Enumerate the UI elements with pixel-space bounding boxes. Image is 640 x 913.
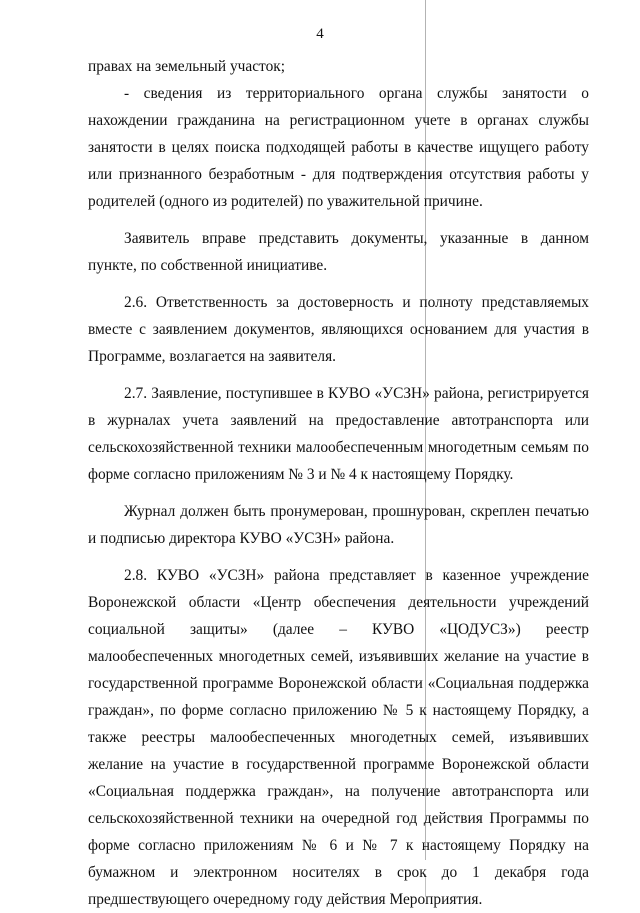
paragraph-item-2-7: 2.7. Заявление, поступившее в КУВО «УСЗН» района, регистрируется в журналах учета заявлений на предоставление автотранспорта или сельскохозяйственной техники малообеспеченным многодетным семьям по форме согласно приложениям № 3 и № 4 к настоящему Порядку. (88, 385, 589, 483)
paragraph-journal-requirements: Журнал должен быть пронумерован, прошнурован, скреплен печатью и подписью директора КУВО «УСЗН» района. (88, 503, 589, 547)
paragraph-land-rights-continuation: правах на земельный участок; (88, 58, 286, 75)
paragraph-employment-service-info: - сведения из территориального органа службы занятости о нахождении гражданина на регистрационном учете в органах службы занятости в целях поиска подходящей работы в качестве ищущего работу или признанного безработным - для подтверждения отсутствия работы у родителей (одного из родителей) по уважительной причине. (88, 85, 589, 210)
paragraph-item-2-8: 2.8. КУВО «УСЗН» района представляет в казенное учреждение Воронежской области «Центр обеспечения деятельности учреждений социальной защиты» (далее – КУВО «ЦОДУСЗ») реестр малообеспеченных многодетных семей, изъявивших желание на участие в государственной программе Воронежской области «Социальная поддержка граждан», по форме согласно приложению № 5 к настоящему Порядку, а также реестры малообеспеченных многодетных семей, изъявивших желание на участие в государственной программе Воронежской области «Социальная поддержка граждан», на получение автотранспорта или сельскохозяйственной техники на очередной год действия Программы по форме согласно приложениям № 6 и № 7 к настоящему Порядку на бумажном и электронном носителях в срок до 1 декабря года предшествующего очередному году действия Мероприятия. (88, 567, 589, 908)
page-number: 4 (316, 26, 324, 42)
paragraph-item-2-6: 2.6. Ответственность за достоверность и полноту представляемых вместе с заявлением документов, являющихся основанием для участия в Программе, возлагается на заявителя. (88, 294, 589, 365)
document-body (88, 53, 589, 913)
paragraph-own-initiative: Заявитель вправе представить документы, указанные в данном пункте, по собственной инициативе. (88, 230, 589, 274)
